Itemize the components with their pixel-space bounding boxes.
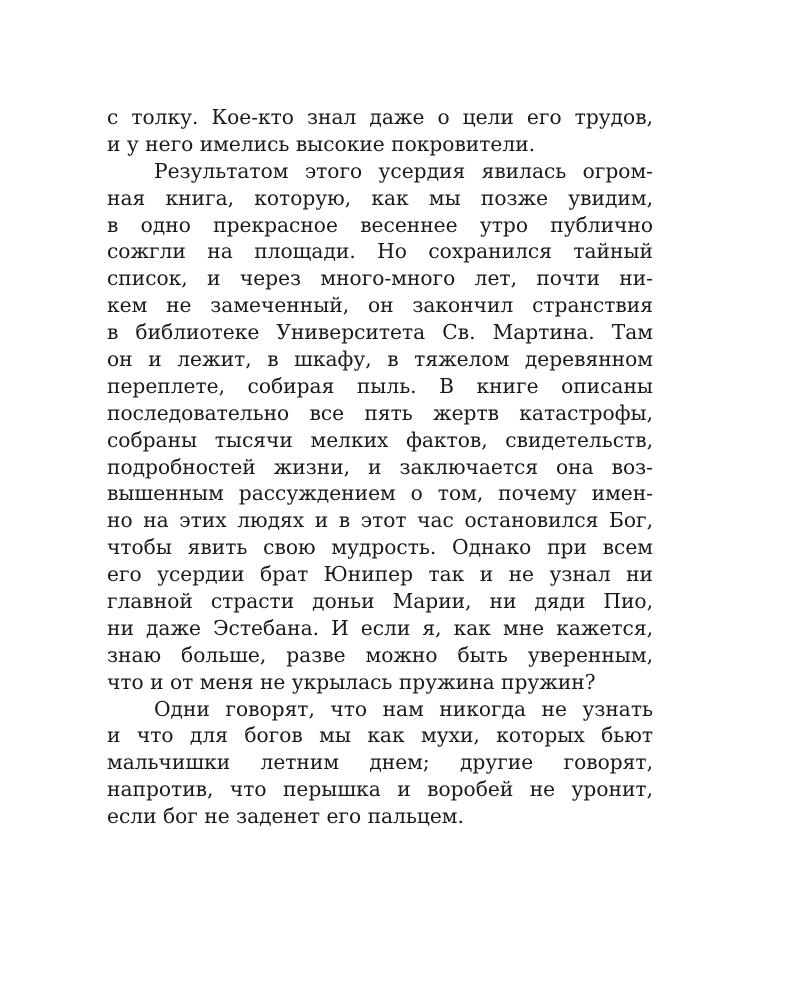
text-line: ная книга, которую, как мы позже увидим, (107, 185, 653, 210)
text-line: что и от меня не укрылась пружина пружин? (107, 669, 596, 694)
text-line: он и лежит, в шкафу, в тяжелом деревянном (107, 347, 653, 372)
text-line: ни даже Эстебана. И если я, как мне кажется, (107, 615, 653, 640)
text-line: чтобы явить свою мудрость. Однако при всем (107, 535, 653, 560)
text-line: если бог не заденет его пальцем. (107, 804, 464, 829)
text-line: сожгли на площади. Но сохранился тайный (107, 239, 653, 264)
text-line: с толку. Кое-кто знал даже о цели его трудов, (107, 105, 653, 129)
text-line: последовательно все пять жертв катастрофы, (107, 400, 653, 425)
text-line: Результатом этого усердия явилась огром- (154, 158, 653, 183)
text-line: в библиотеке Университета Св. Мартина. Там (107, 320, 653, 345)
text-line: знаю больше, разве можно быть уверенным, (107, 642, 653, 667)
text-line: подробностей жизни, и заключается она воз- (107, 454, 653, 479)
text-line: и у него имелись высокие покровители. (107, 131, 536, 156)
text-line: его усердии брат Юнипер так и не узнал ни (107, 562, 653, 587)
text-line: но на этих людях и в этот час остановился Бог, (107, 508, 653, 533)
text-line: список, и через много-много лет, почти ни- (107, 266, 653, 291)
text-line: в одно прекрасное весеннее утро публично (107, 212, 653, 237)
text-line: вышенным рассуждением о том, почему имен- (107, 481, 653, 506)
text-line: собраны тысячи мелких фактов, свидетельств, (107, 427, 653, 452)
text-line: мальчишки летним днем; другие говорят, (107, 750, 653, 775)
text-line: главной страсти доньи Марии, ни дяди Пио, (107, 589, 653, 614)
page-text (107, 104, 653, 830)
text-line: Одни говорят, что нам никогда не узнать (154, 696, 653, 721)
text-line: кем не замеченный, он закончил странствия (107, 293, 653, 318)
text-line: переплете, собирая пыль. В книге описаны (107, 373, 653, 398)
text-line: напротив, что перышка и воробей не уронит, (107, 777, 653, 802)
text-line: и что для богов мы как мухи, которых бьют (107, 723, 653, 748)
